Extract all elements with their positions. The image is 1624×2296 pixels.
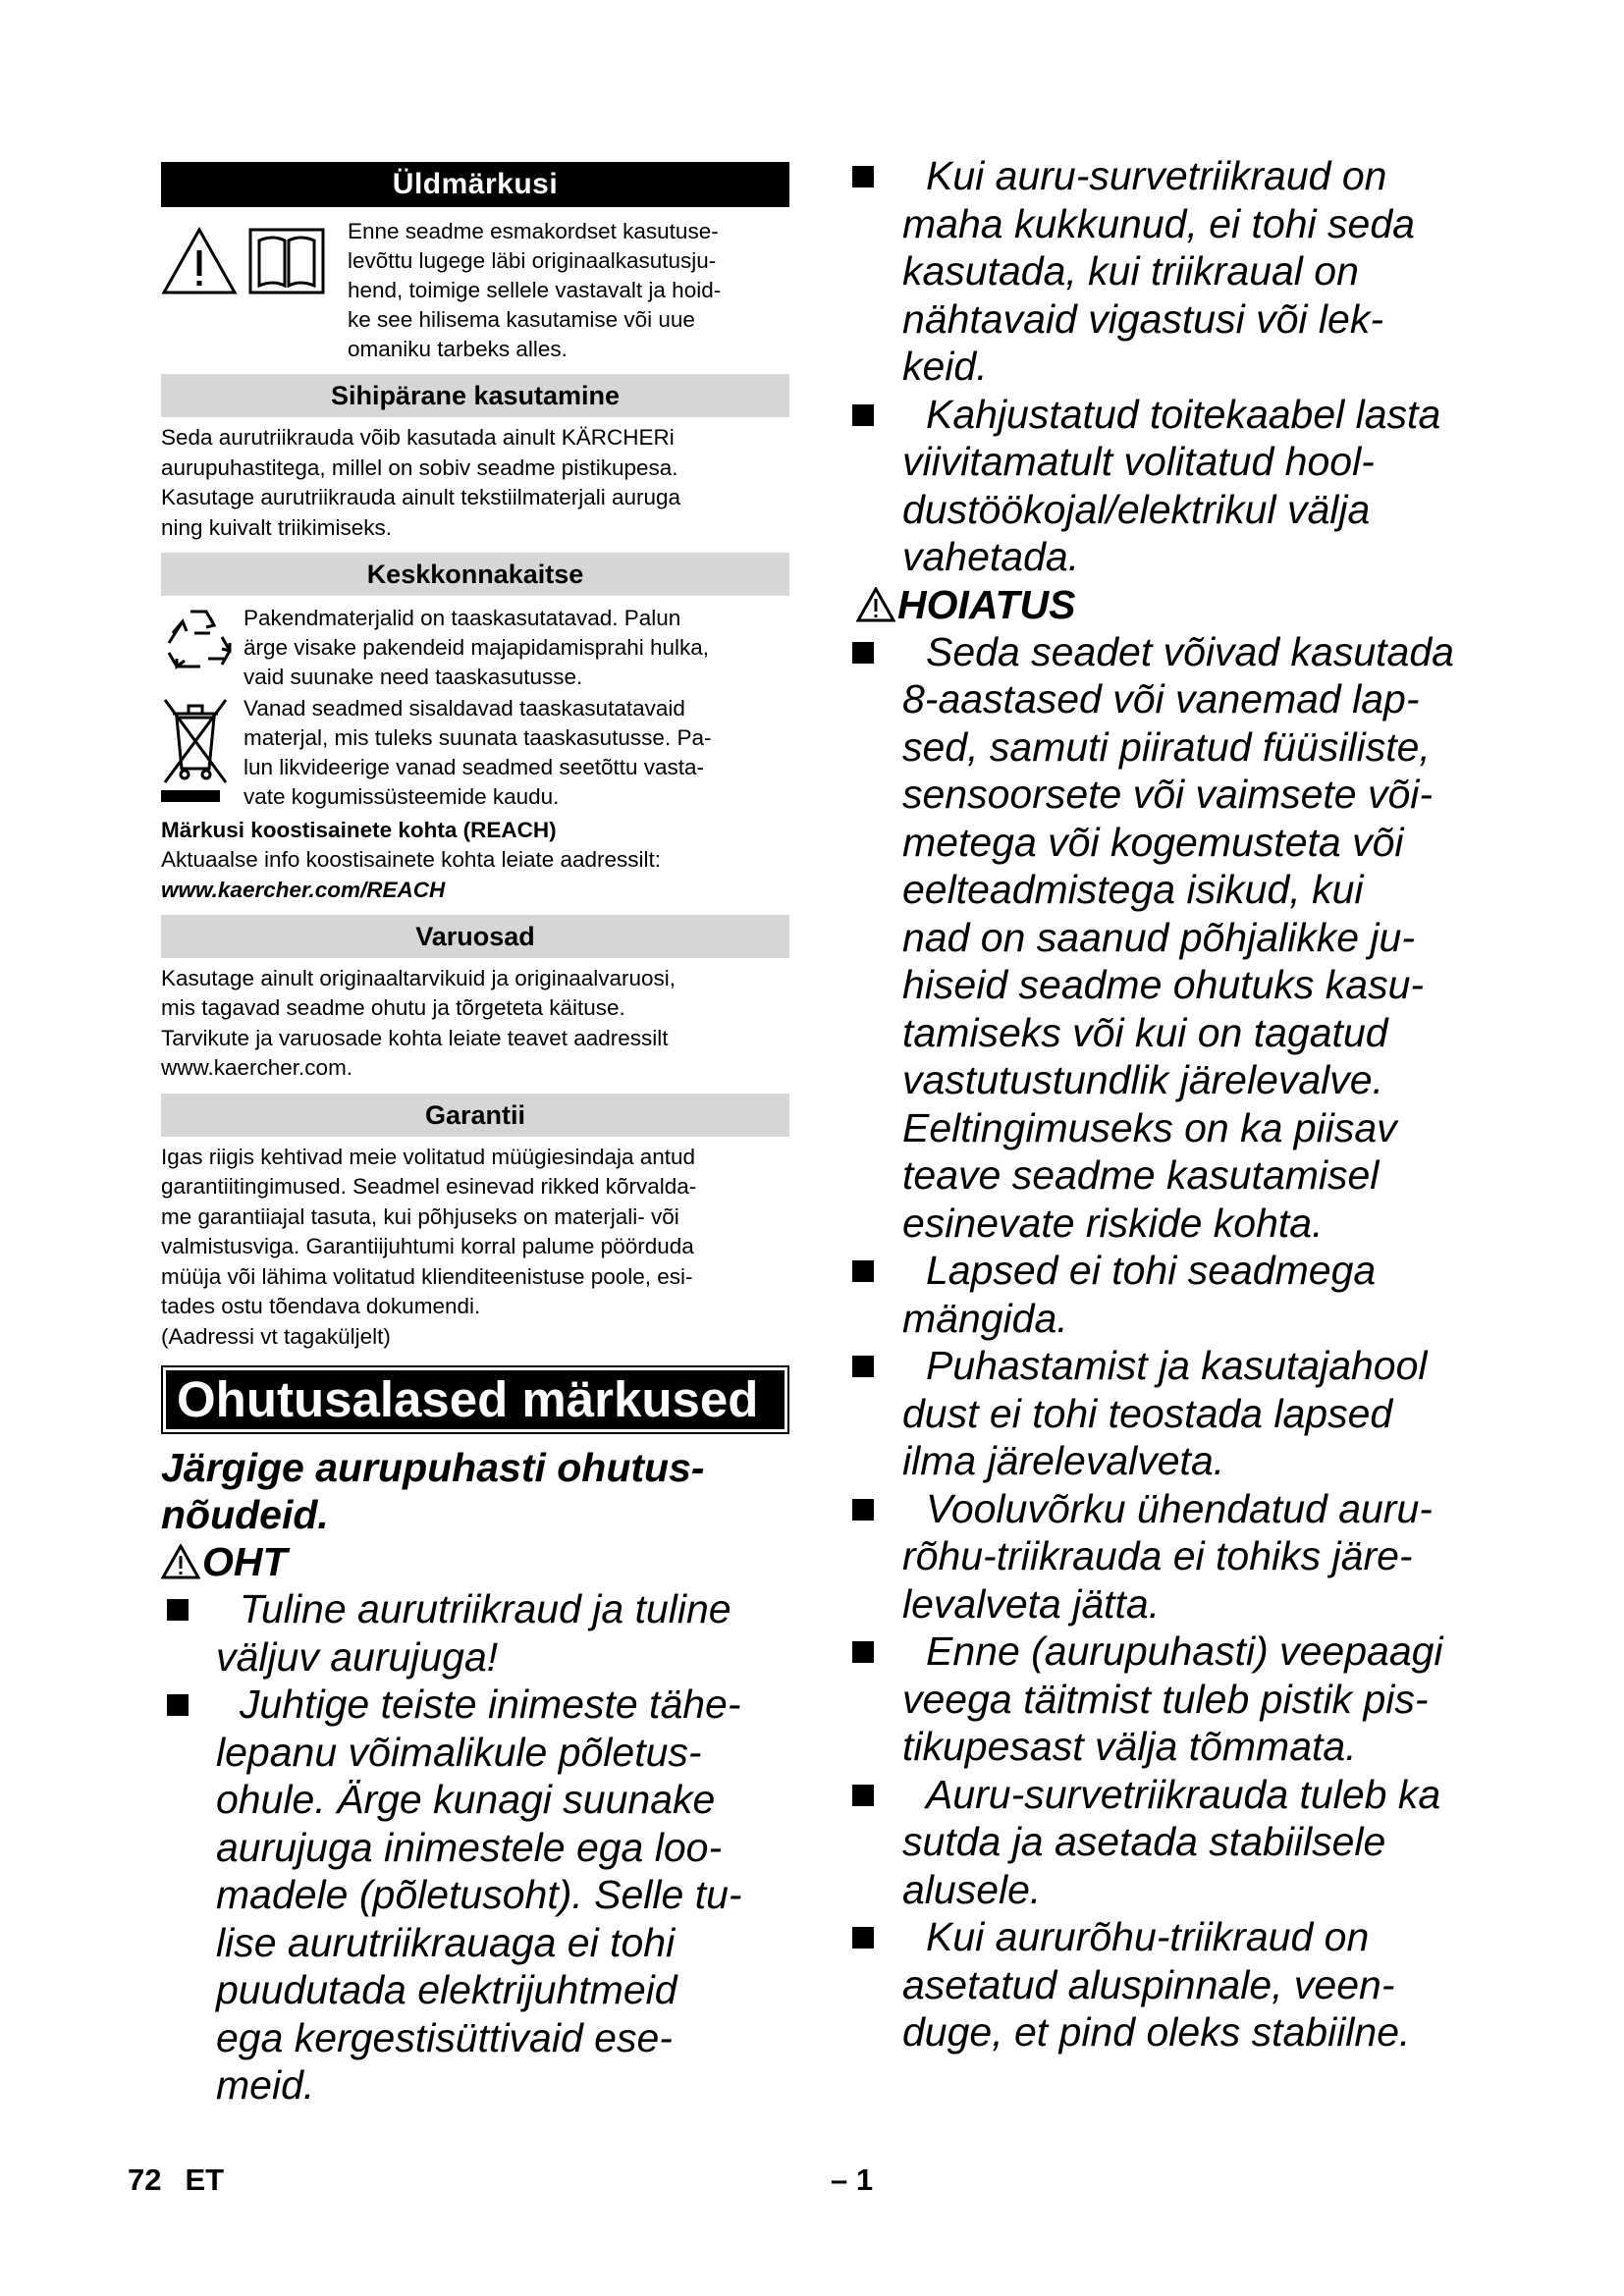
- text-line: vahetada.: [902, 534, 1080, 579]
- bullet-square-icon: [852, 404, 874, 426]
- bullet-square-icon: [852, 1927, 874, 1949]
- text-line: Kahjustatud toitekaabel lasta: [926, 391, 1441, 437]
- section-title-general: Üldmärkusi: [161, 162, 789, 207]
- recycle-icon: [161, 604, 236, 674]
- text-line: keid.: [902, 344, 988, 389]
- manual-book-icon: [247, 227, 326, 295]
- text-line: kasutada, kui triikraual on: [902, 248, 1359, 294]
- bullet-square-icon: [167, 1599, 189, 1621]
- warning-label: HOIATUS: [897, 581, 1076, 627]
- text-line: tikupesast välja tõmmata.: [902, 1724, 1357, 1769]
- text-line: duge, et pind oleks stabiilne.: [902, 2009, 1411, 2055]
- text-line: materjal, mis tuleks suunata taaskasutusse. Pa-: [244, 725, 712, 750]
- text-line: alusele.: [902, 1866, 1042, 1912]
- spare-parts-text: [161, 964, 789, 1084]
- language-code: ET: [185, 2163, 225, 2197]
- list-item: [846, 1913, 1475, 2056]
- text-line: me garantiiajal tasuta, kui põhjuseks on materjali- või: [161, 1203, 679, 1229]
- text-line: tamiseks või kui on tagatud: [902, 1009, 1388, 1055]
- text-line: ohule. Ärge kunagi suunake: [216, 1777, 716, 1822]
- reach-title: Märkusi koostisainete kohta (REACH): [161, 818, 557, 842]
- text-line: eelteadmistega isikud, kui: [902, 867, 1364, 912]
- crossed-bin-icon: [161, 694, 230, 804]
- text-line: aurupuhastitega, millel on sobiv seadme pistikupesa.: [161, 454, 678, 480]
- bullet-square-icon: [852, 1356, 874, 1377]
- list-item: [846, 152, 1475, 391]
- text-line: müüja või lähima volitatud klienditeenistuse poole, esi-: [161, 1263, 693, 1289]
- warning-heading: [856, 581, 1475, 628]
- text-line: tades ostu tõendava dokumendi.: [161, 1294, 481, 1318]
- warning-triangle-icon: [161, 227, 238, 295]
- general-intro-text: [348, 217, 789, 364]
- left-column: [161, 162, 789, 2109]
- list-item: [846, 1628, 1475, 1771]
- text-line: Vooluvõrku ühendatud auru-: [926, 1485, 1433, 1531]
- text-line: lun likvideerige vanad seadmed seetõttu vasta-: [244, 755, 705, 779]
- text-line: dustöökojal/elektrikul välja: [902, 486, 1371, 532]
- text-line: aurujuga inimestele ega loo-: [216, 1824, 723, 1870]
- text-line: levalveta jätta.: [902, 1580, 1161, 1627]
- recycle-text: [244, 604, 789, 692]
- text-line: Kasutage ainult originaaltarvikuid ja originaalvaruosi,: [161, 965, 677, 990]
- list-item: [161, 1681, 789, 2109]
- text-line: levõttu lugege läbi originaalkasutusju-: [348, 248, 717, 273]
- text-line: Seda seadet võivad kasutada: [926, 628, 1454, 674]
- safety-section-title: Ohutusalased märkused: [161, 1365, 789, 1434]
- danger-label: OHT: [202, 1539, 288, 1584]
- safety-subtitle: [161, 1444, 789, 1538]
- text-line: maha kukkunud, ei tohi seda: [902, 200, 1415, 246]
- text-line: ärge visake pakendeid majapidamisprahi hulka,: [244, 635, 710, 660]
- text-line: puudutada elektrijuhtmeid: [216, 1967, 677, 2012]
- bullet-square-icon: [852, 166, 874, 187]
- section-title-environment: Keskkonnakaitse: [161, 553, 789, 596]
- text-line: viivitamatult volitatud hool-: [902, 439, 1375, 484]
- page-number: 72: [128, 2163, 162, 2197]
- text-line: nad on saanud põhjalikke ju-: [902, 914, 1415, 960]
- text-line: omaniku tarbeks alles.: [348, 337, 568, 361]
- bullet-square-icon: [852, 642, 874, 664]
- section-title-intended-use: Sihipärane kasutamine: [161, 374, 789, 417]
- text-line: hiseid seadme ohutuks kasu-: [902, 962, 1425, 1007]
- text-line: nõudeid.: [161, 1492, 329, 1537]
- section-title-warranty: Garantii: [161, 1094, 789, 1137]
- list-item: [161, 1585, 789, 1681]
- text-line: ega kergestisüttivaid ese-: [216, 2014, 673, 2060]
- text-line: lepanu võimalikule põletus-: [216, 1729, 702, 1775]
- bullet-list-a: [846, 152, 1475, 581]
- text-line: ilma järelevalveta.: [902, 1438, 1225, 1483]
- weee-icon-wrap: [161, 694, 244, 809]
- list-item: [846, 1771, 1475, 1914]
- text-line: (Aadressi vt tagaküljelt): [161, 1323, 391, 1349]
- reach-text: Aktuaalse info koostisainete kohta leiate aadressilt:: [161, 847, 662, 872]
- text-line: vate kogumissüsteemide kaudu.: [244, 784, 560, 809]
- warning-triangle-icon: [856, 587, 895, 622]
- list-item: [846, 1247, 1475, 1342]
- text-line: Lapsed ei tohi seadmega: [926, 1248, 1377, 1293]
- right-column: [846, 152, 1475, 2056]
- text-line: Eeltingimuseks on ka piisav: [902, 1104, 1397, 1150]
- danger-bullet-list: [161, 1585, 789, 2109]
- text-line: sed, samuti piiratud füüsiliste,: [902, 723, 1431, 770]
- text-line: Igas riigis kehtivad meie volitatud müügiesindaja antud: [161, 1144, 696, 1169]
- text-line: www.kaercher.com.: [161, 1055, 353, 1080]
- text-line: dust ei tohi teostada lapsed: [902, 1390, 1393, 1436]
- text-line: väljuv aurujuga!: [216, 1633, 499, 1680]
- bullet-square-icon: [852, 1641, 874, 1663]
- bullet-square-icon: [852, 1260, 874, 1282]
- section-title-spare-parts: Varuosad: [161, 915, 789, 958]
- text-line: Järgige aurupuhasti ohutus-: [161, 1445, 705, 1490]
- text-line: sutda ja asetada stabiilsele: [902, 1819, 1386, 1864]
- text-line: sensoorsete või vaimsete või-: [902, 772, 1434, 817]
- list-item: [846, 1342, 1475, 1485]
- general-intro: [161, 217, 789, 364]
- text-line: lise aurutriikrauaga ei tohi: [216, 1919, 676, 1965]
- bullet-square-icon: [852, 1785, 874, 1806]
- bullet-square-icon: [167, 1694, 189, 1716]
- text-line: nähtavaid vigastusi või lek-: [902, 295, 1383, 342]
- text-line: Juhtige teiste inimeste tähe-: [240, 1682, 741, 1727]
- text-line: teave seadme kasutamisel: [902, 1152, 1380, 1198]
- text-line: mängida.: [902, 1295, 1068, 1341]
- bullet-list-b: [846, 628, 1475, 2056]
- text-line: hend, toimige sellele vastavalt ja hoid-: [348, 278, 722, 302]
- intended-use-text: [161, 423, 789, 543]
- text-line: asetatud aluspinnale, veen-: [902, 1961, 1395, 2007]
- page-footer: [128, 2163, 247, 2198]
- text-line: esinevate riskide kohta.: [902, 1200, 1324, 1246]
- text-line: Seda aurutriikrauda võib kasutada ainult KÄRCHERi: [161, 425, 675, 450]
- text-line: Tuline aurutriikraud ja tuline: [240, 1586, 731, 1631]
- bullet-square-icon: [852, 1499, 874, 1521]
- text-line: Auru-survetriikrauda tuleb ka: [926, 1771, 1441, 1817]
- text-line: Tarvikute ja varuosade kohta leiate teavet aadressilt: [161, 1025, 669, 1050]
- text-line: meid.: [216, 2062, 315, 2108]
- danger-heading: [161, 1538, 789, 1585]
- text-line: Kui aururõhu-triikraud on: [926, 1914, 1370, 1959]
- text-line: valmistusviga. Garantiijuhtumi korral palume pöörduda: [161, 1234, 694, 1258]
- text-line: Enne (aurupuhasti) veepaagi: [926, 1629, 1443, 1674]
- weee-row: [161, 694, 789, 812]
- text-line: Kui auru-survetriikraud on: [926, 153, 1387, 198]
- text-line: mis tagavad seadme ohutu ja tõrgeteta käituse.: [161, 995, 625, 1020]
- recycle-row: [161, 604, 789, 692]
- list-item: [846, 391, 1475, 581]
- warranty-text: [161, 1143, 789, 1353]
- text-line: vastutustundlik järelevalve.: [902, 1057, 1383, 1102]
- text-line: ning kuivalt triikimiseks.: [161, 514, 393, 540]
- list-item: [846, 1485, 1475, 1629]
- text-line: vaid suunake need taaskasutusse.: [244, 665, 583, 689]
- text-line: 8-aastased või vanemad lap-: [902, 676, 1420, 721]
- text-line: Kasutage aurutriikrauda ainult tekstiilmaterjali auruga: [161, 485, 681, 509]
- text-line: madele (põletusoht). Selle tu-: [216, 1872, 742, 1917]
- text-line: metega või kogemusteta või: [902, 819, 1404, 865]
- text-line: Puhastamist ja kasutajahool: [926, 1343, 1428, 1388]
- text-line: veega täitmist tuleb pistik pis-: [902, 1676, 1429, 1722]
- intro-icons: [161, 217, 348, 295]
- warning-triangle-icon: [161, 1544, 200, 1579]
- text-line: Enne seadme esmakordset kasutuse-: [348, 219, 719, 243]
- weee-text: [244, 694, 789, 812]
- text-line: Pakendmaterjalid on taaskasutatavad. Palun: [244, 606, 681, 630]
- reach-url-link[interactable]: www.kaercher.com/REACH: [161, 877, 446, 902]
- text-line: ke see hilisema kasutamise või uue: [348, 307, 695, 332]
- text-line: Vanad seadmed sisaldavad taaskasutatavaid: [244, 696, 685, 721]
- text-line: rõhu-triikrauda ei tohiks järe-: [902, 1533, 1413, 1578]
- footer-center-marker: – 1: [831, 2163, 874, 2197]
- text-line: garantiitingimused. Seadmel esinevad rikked kõrvalda-: [161, 1174, 697, 1199]
- recycle-icon-wrap: [161, 604, 244, 679]
- list-item: [846, 628, 1475, 1248]
